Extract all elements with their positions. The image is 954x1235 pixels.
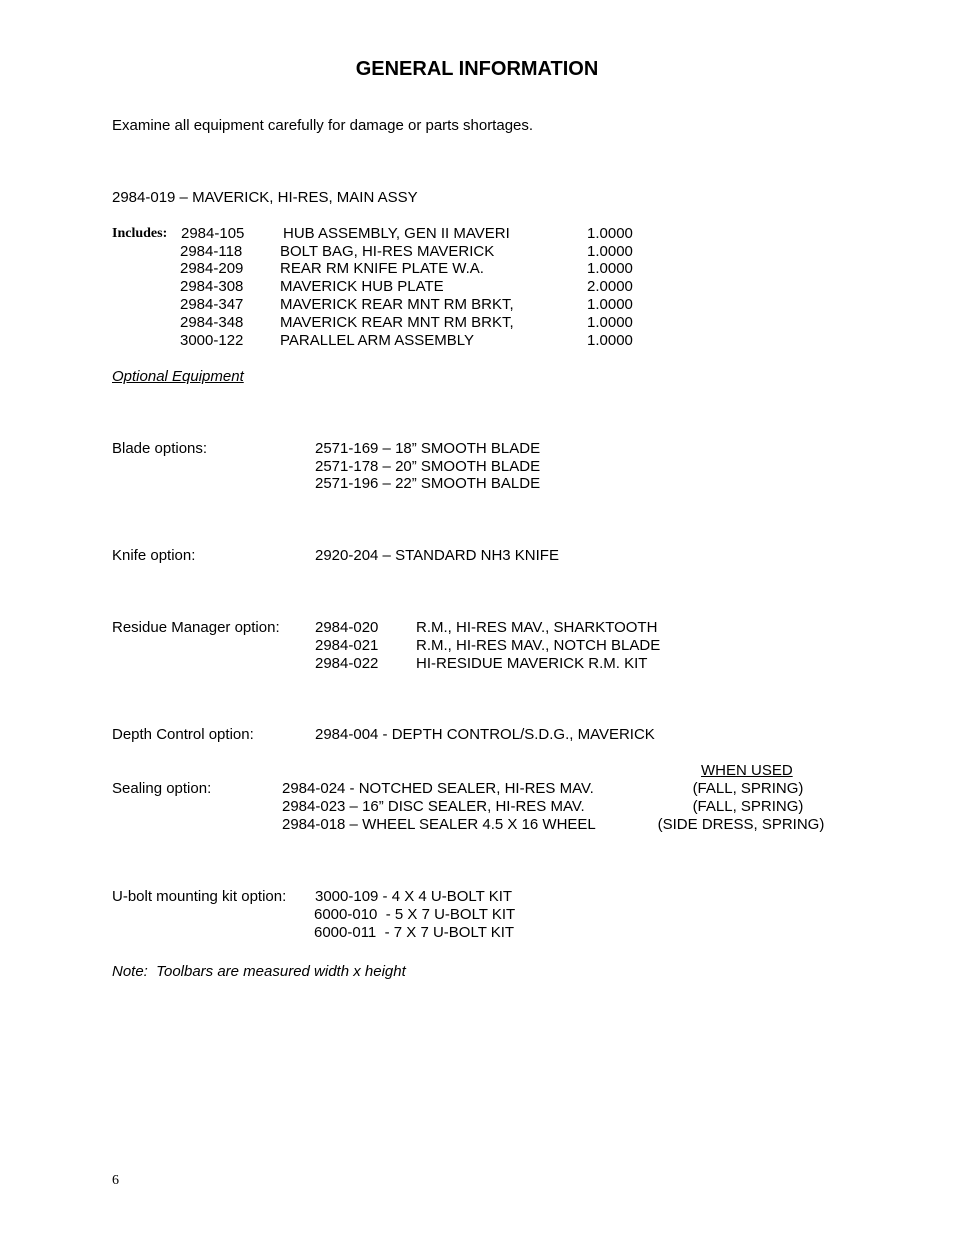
residue-part-number: 2984-020: [315, 619, 379, 636]
depth-control-item: 2984-004 - DEPTH CONTROL/S.D.G., MAVERICK: [315, 726, 655, 743]
intro-text: Examine all equipment carefully for damage or parts shortages.: [112, 117, 534, 134]
residue-manager-label: Residue Manager option:: [112, 619, 280, 636]
part-number: 3000-122: [180, 332, 244, 349]
when-used-header: WHEN USED: [701, 762, 793, 779]
sealing-item: 2984-023 – 16” DISC SEALER, HI-RES MAV.: [282, 798, 585, 815]
sealing-when-used: (FALL, SPRING): [692, 798, 804, 815]
part-number: 2984-209: [180, 260, 244, 277]
part-description: MAVERICK HUB PLATE: [280, 278, 444, 295]
ubolt-item: 3000-109 - 4 X 4 U-BOLT KIT: [315, 888, 513, 905]
page-title: GENERAL INFORMATION: [355, 58, 599, 80]
part-number: 2984-348: [180, 314, 244, 331]
residue-description: R.M., HI-RES MAV., SHARKTOOTH: [416, 619, 658, 636]
part-quantity: 2.0000: [587, 278, 633, 295]
part-quantity: 1.0000: [587, 243, 633, 260]
residue-part-number: 2984-021: [315, 637, 379, 654]
part-description: PARALLEL ARM ASSEMBLY: [280, 332, 474, 349]
sealing-when-used: (FALL, SPRING): [692, 780, 804, 797]
residue-part-number: 2984-022: [315, 655, 379, 672]
includes-label: Includes:: [112, 226, 168, 241]
ubolt-option-label: U-bolt mounting kit option:: [112, 888, 287, 905]
optional-equipment-heading: Optional Equipment: [112, 368, 244, 385]
residue-description: R.M., HI-RES MAV., NOTCH BLADE: [416, 637, 661, 654]
sealing-option-label: Sealing option:: [112, 780, 212, 797]
sealing-when-used: (SIDE DRESS, SPRING): [657, 816, 825, 833]
part-quantity: 1.0000: [587, 314, 633, 331]
part-number: 2984-308: [180, 278, 244, 295]
main-assembly: 2984-019 – MAVERICK, HI-RES, MAIN ASSY: [112, 189, 418, 206]
part-number: 2984-118: [180, 243, 243, 260]
ubolt-item: 6000-010 - 5 X 7 U-BOLT KIT: [314, 906, 516, 923]
blade-option-item: 2571-196 – 22” SMOOTH BALDE: [315, 475, 541, 492]
knife-option-label: Knife option:: [112, 547, 196, 564]
part-description: MAVERICK REAR MNT RM BRKT,: [280, 314, 514, 331]
knife-option-item: 2920-204 – STANDARD NH3 KNIFE: [315, 547, 559, 564]
part-quantity: 1.0000: [587, 260, 633, 277]
ubolt-item: 6000-011 - 7 X 7 U-BOLT KIT: [314, 924, 515, 941]
part-number: 2984-105: [181, 225, 245, 242]
blade-option-item: 2571-178 – 20” SMOOTH BLADE: [315, 458, 541, 475]
depth-control-label: Depth Control option:: [112, 726, 254, 743]
part-description: REAR RM KNIFE PLATE W.A.: [280, 260, 484, 277]
part-quantity: 1.0000: [587, 225, 633, 242]
blade-option-item: 2571-169 – 18” SMOOTH BLADE: [315, 440, 541, 457]
part-description: HUB ASSEMBLY, GEN II MAVERI: [283, 225, 510, 242]
sealing-item: 2984-018 – WHEEL SEALER 4.5 X 16 WHEEL: [282, 816, 596, 833]
part-description: MAVERICK REAR MNT RM BRKT,: [280, 296, 514, 313]
sealing-item: 2984-024 - NOTCHED SEALER, HI-RES MAV.: [282, 780, 594, 797]
page-number: 6: [112, 1173, 119, 1188]
part-number: 2984-347: [180, 296, 244, 313]
blade-options-label: Blade options:: [112, 440, 208, 457]
residue-description: HI-RESIDUE MAVERICK R.M. KIT: [416, 655, 648, 672]
toolbar-note: Note: Toolbars are measured width x height: [112, 963, 406, 980]
part-quantity: 1.0000: [587, 296, 633, 313]
part-description: BOLT BAG, HI-RES MAVERICK: [280, 243, 495, 260]
part-quantity: 1.0000: [587, 332, 633, 349]
